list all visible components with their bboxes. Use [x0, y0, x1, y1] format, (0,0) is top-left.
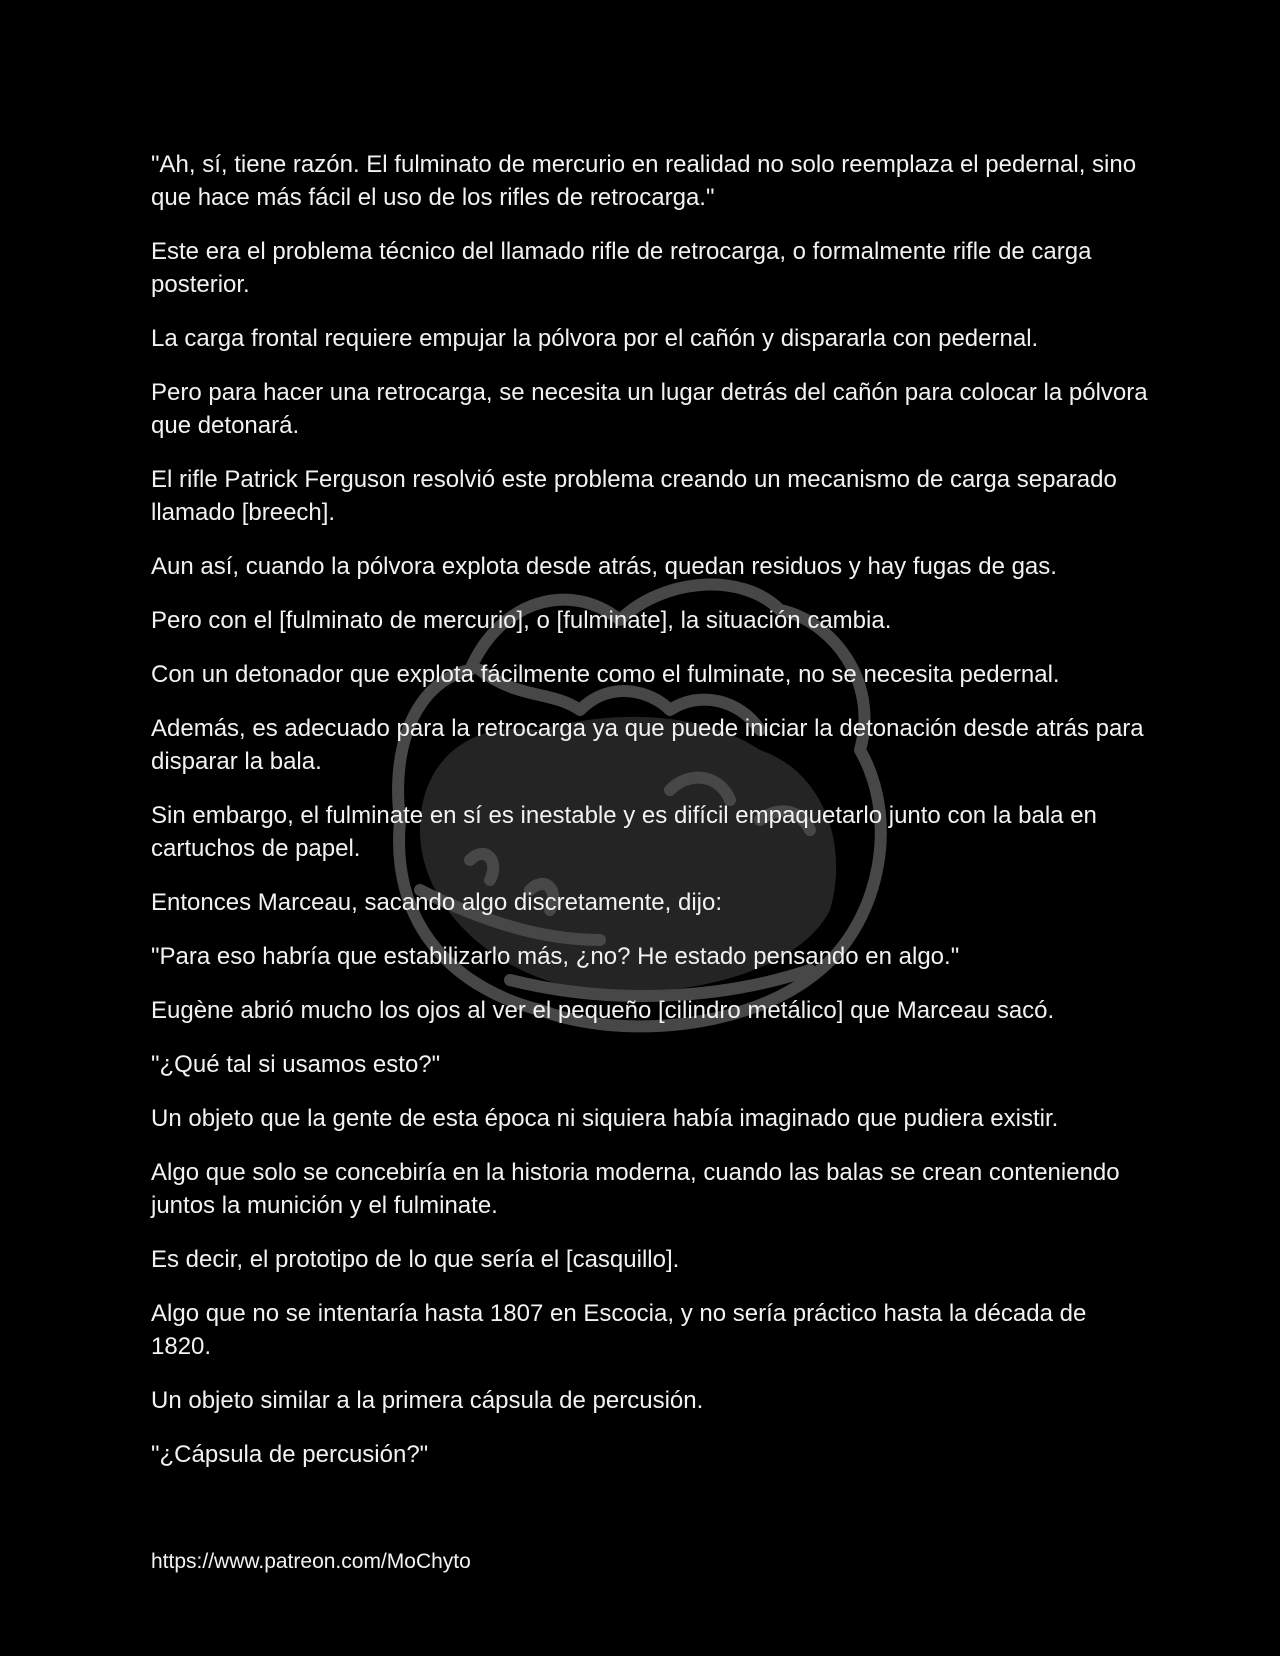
paragraph: "¿Cápsula de percusión?": [151, 1441, 429, 1468]
paragraph: Sin embargo, el fulminate en sí es inestable y es difícil empaquetarlo junto con la bala en cartuchos de papel.: [151, 802, 1097, 862]
document-body: [151, 148, 1151, 1492]
paragraph: El rifle Patrick Ferguson resolvió este problema creando un mecanismo de carga separado llamado [breech].: [151, 466, 1117, 526]
paragraph: Un objeto similar a la primera cápsula de percusión.: [151, 1387, 704, 1414]
paragraph: La carga frontal requiere empujar la pólvora por el cañón y dispararla con pedernal.: [151, 325, 1039, 352]
paragraph: Además, es adecuado para la retrocarga ya que puede iniciar la detonación desde atrás para disparar la bala.: [151, 715, 1144, 775]
paragraph: Con un detonador que explota fácilmente como el fulminate, no se necesita pedernal.: [151, 661, 1060, 688]
paragraph: Un objeto que la gente de esta época ni siquiera había imaginado que pudiera existir.: [151, 1105, 1059, 1132]
paragraph: Este era el problema técnico del llamado rifle de retrocarga, o formalmente rifle de carga posterior.: [151, 238, 1092, 298]
paragraph: "Ah, sí, tiene razón. El fulminato de mercurio en realidad no solo reemplaza el pedernal, sino que hace más fácil el uso de los rifles de retrocarga.": [151, 151, 1137, 211]
paragraph: Eugène abrió mucho los ojos al ver el pequeño [cilindro metálico] que Marceau sacó.: [151, 997, 1055, 1024]
paragraph: Pero con el [fulminato de mercurio], o [fulminate], la situación cambia.: [151, 607, 892, 634]
patreon-link[interactable]: https://www.patreon.com/MoChyto: [151, 1550, 471, 1573]
paragraph: Pero para hacer una retrocarga, se necesita un lugar detrás del cañón para colocar la pólvora que detonará.: [151, 379, 1148, 439]
paragraph: Algo que solo se concebiría en la historia moderna, cuando las balas se crean conteniendo juntos la munición y el fulminate.: [151, 1159, 1120, 1219]
paragraph: "Para eso habría que estabilizarlo más, ¿no? He estado pensando en algo.": [151, 943, 960, 970]
paragraph: Algo que no se intentaría hasta 1807 en Escocia, y no sería práctico hasta la década de 1820.: [151, 1300, 1087, 1360]
paragraph: Entonces Marceau, sacando algo discretamente, dijo:: [151, 889, 722, 916]
paragraph: Es decir, el prototipo de lo que sería el [casquillo].: [151, 1246, 680, 1273]
paragraph: Aun así, cuando la pólvora explota desde atrás, quedan residuos y hay fugas de gas.: [151, 553, 1057, 580]
paragraph: "¿Qué tal si usamos esto?": [151, 1051, 441, 1078]
